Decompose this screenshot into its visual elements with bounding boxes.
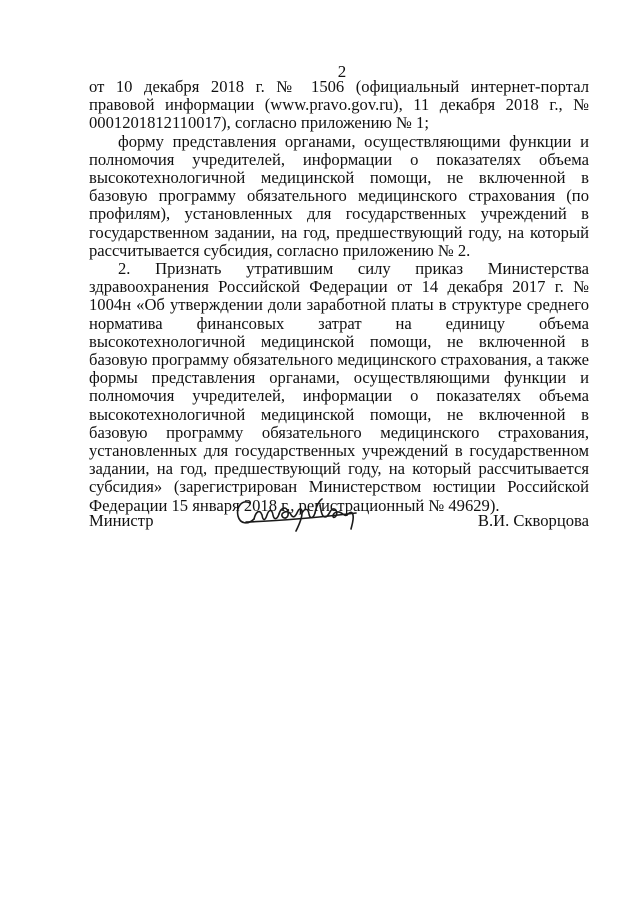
handwritten-signature — [234, 491, 364, 533]
signature-block — [89, 505, 589, 545]
document-body — [89, 78, 589, 515]
paragraph-repeal-order: 2. Признать утратившим силу приказ Министерства здравоохранения Российской Федерации от 14 декабря 2017 г. № 1004н «Об утверждении доли заработной платы в структуре среднего норматива финансовых затрат на единицу объема высокотехнологичной медицинской помощи, не включенной в базовую программу обязательного медицинского страхования, а также формы представления органами, осуществляющими функции и полномочия учредителей, информации о показателях объема высокотехнологичной медицинской помощи, не включенной в базовую программу обязательного медицинского страхования, установленных для государственных учреждений в государственном задании, на год, предшествующий году, на который рассчитывается субсидия» (зарегистрирован Министерством юстиции Российской Федерации 15 января 2018 г., регистрационный № 49629). — [89, 259, 589, 515]
paragraph-form-appendix-2: форму представления органами, осуществляющими функции и полномочия учредителей, информации о показателях объема высокотехнологичной медицинской помощи, не включенной в базовую программу обязательного медицинского страхования (по профилям), установленных для государственных учреждений в государственном задании, на год, предшествующий году, на который рассчитывается субсидия, согласно приложению № 2. — [89, 131, 589, 260]
paragraph-order-continuation: от 10 декабря 2018 г. № 1506 (официальный интернет-портал правовой информации (www.pravo.gov.ru), 11 декабря 2018 г., № 0001201812110017), согласно приложению № 1; — [89, 77, 589, 133]
page-number: 2 — [337, 62, 347, 81]
signatory-title: Министр — [89, 511, 154, 530]
signatory-name: В.И. Скворцова — [477, 511, 589, 530]
